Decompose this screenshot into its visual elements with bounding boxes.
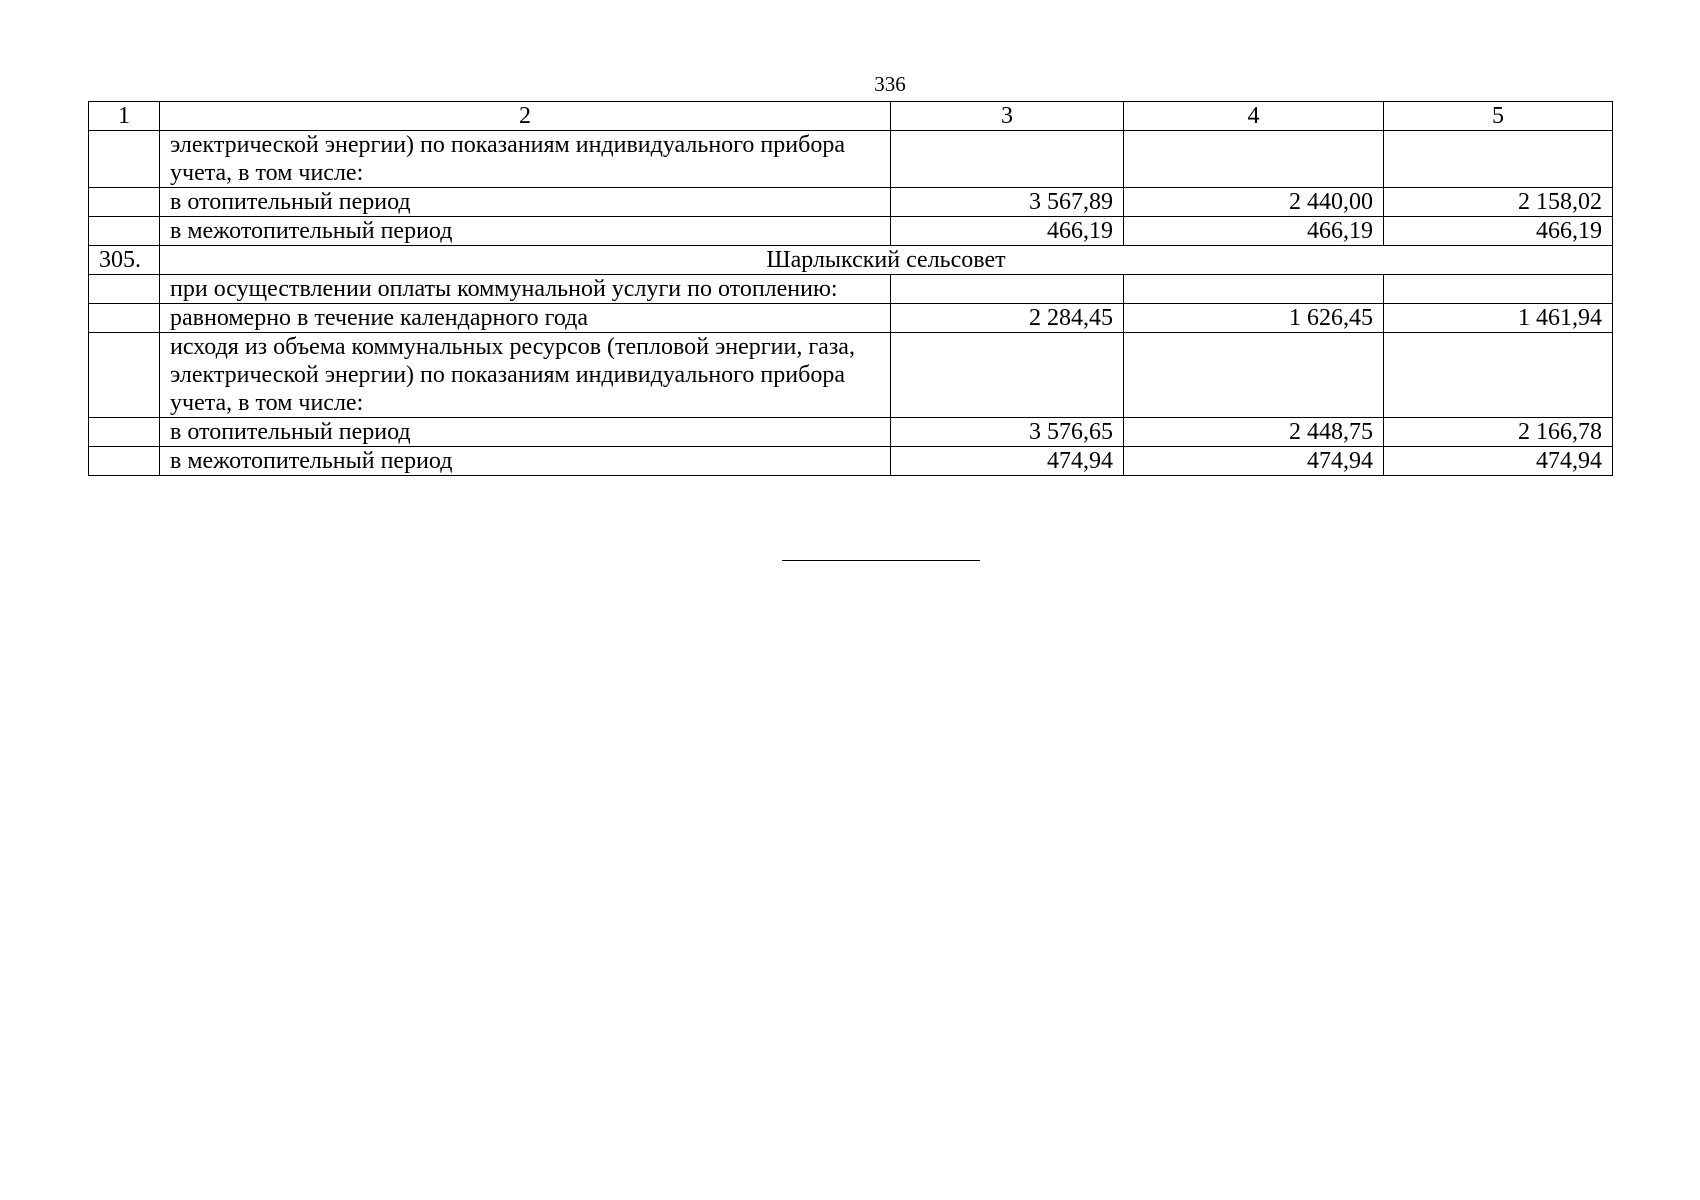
cell-col3: 2 284,45 — [891, 304, 1124, 333]
table-row — [89, 447, 1613, 476]
cell-col5: 466,19 — [1384, 217, 1613, 246]
cell-col5: 1 461,94 — [1384, 304, 1613, 333]
cell-col5: 2 166,78 — [1384, 418, 1613, 447]
section-index: 305. — [89, 246, 160, 275]
row-index — [89, 217, 160, 246]
cell-col3 — [891, 131, 1124, 188]
table-row — [89, 333, 1613, 418]
row-index — [89, 275, 160, 304]
cell-col4 — [1124, 333, 1384, 418]
row-index — [89, 447, 160, 476]
cell-col3: 3 567,89 — [891, 188, 1124, 217]
cell-col4: 2 448,75 — [1124, 418, 1384, 447]
cell-col4 — [1124, 131, 1384, 188]
row-description: равномерно в течение календарного года — [160, 304, 891, 333]
cell-col5 — [1384, 131, 1613, 188]
table-row — [89, 188, 1613, 217]
cell-col4: 466,19 — [1124, 217, 1384, 246]
cell-col3: 474,94 — [891, 447, 1124, 476]
row-index — [89, 418, 160, 447]
table-row — [89, 275, 1613, 304]
table-row — [89, 418, 1613, 447]
row-description: в межотопительный период — [160, 217, 891, 246]
row-description: электрической энергии) по показаниям индивидуального прибора учета, в том числе: — [160, 131, 891, 188]
row-description: в отопительный период — [160, 188, 891, 217]
cell-col5: 2 158,02 — [1384, 188, 1613, 217]
cell-col3 — [891, 275, 1124, 304]
row-index — [89, 188, 160, 217]
cell-col3 — [891, 333, 1124, 418]
cell-col4: 2 440,00 — [1124, 188, 1384, 217]
cell-col5 — [1384, 275, 1613, 304]
cell-col3: 3 576,65 — [891, 418, 1124, 447]
table-header-row — [89, 102, 1613, 131]
row-description: при осуществлении оплаты коммунальной услуги по отоплению: — [160, 275, 891, 304]
row-index — [89, 304, 160, 333]
column-header: 1 — [89, 102, 160, 131]
row-index — [89, 333, 160, 418]
table-row — [89, 131, 1613, 188]
cell-col4: 1 626,45 — [1124, 304, 1384, 333]
section-title: Шарлыкский сельсовет — [160, 246, 1613, 275]
cell-col3: 466,19 — [891, 217, 1124, 246]
column-header: 4 — [1124, 102, 1384, 131]
column-header: 2 — [160, 102, 891, 131]
page-number: 336 — [874, 72, 906, 96]
row-description: исходя из объема коммунальных ресурсов (тепловой энергии, газа, электрической энергии) по показаниям индивидуального прибора учета, в том числе: — [160, 333, 891, 418]
column-header: 3 — [891, 102, 1124, 131]
cell-col4 — [1124, 275, 1384, 304]
cell-col5 — [1384, 333, 1613, 418]
row-index — [89, 131, 160, 188]
tariff-table — [88, 101, 1613, 476]
end-of-document-rule — [782, 560, 980, 561]
table-row — [89, 217, 1613, 246]
row-description: в межотопительный период — [160, 447, 891, 476]
cell-col4: 474,94 — [1124, 447, 1384, 476]
table-row — [89, 304, 1613, 333]
row-description: в отопительный период — [160, 418, 891, 447]
column-header: 5 — [1384, 102, 1613, 131]
cell-col5: 474,94 — [1384, 447, 1613, 476]
section-row — [89, 246, 1613, 275]
